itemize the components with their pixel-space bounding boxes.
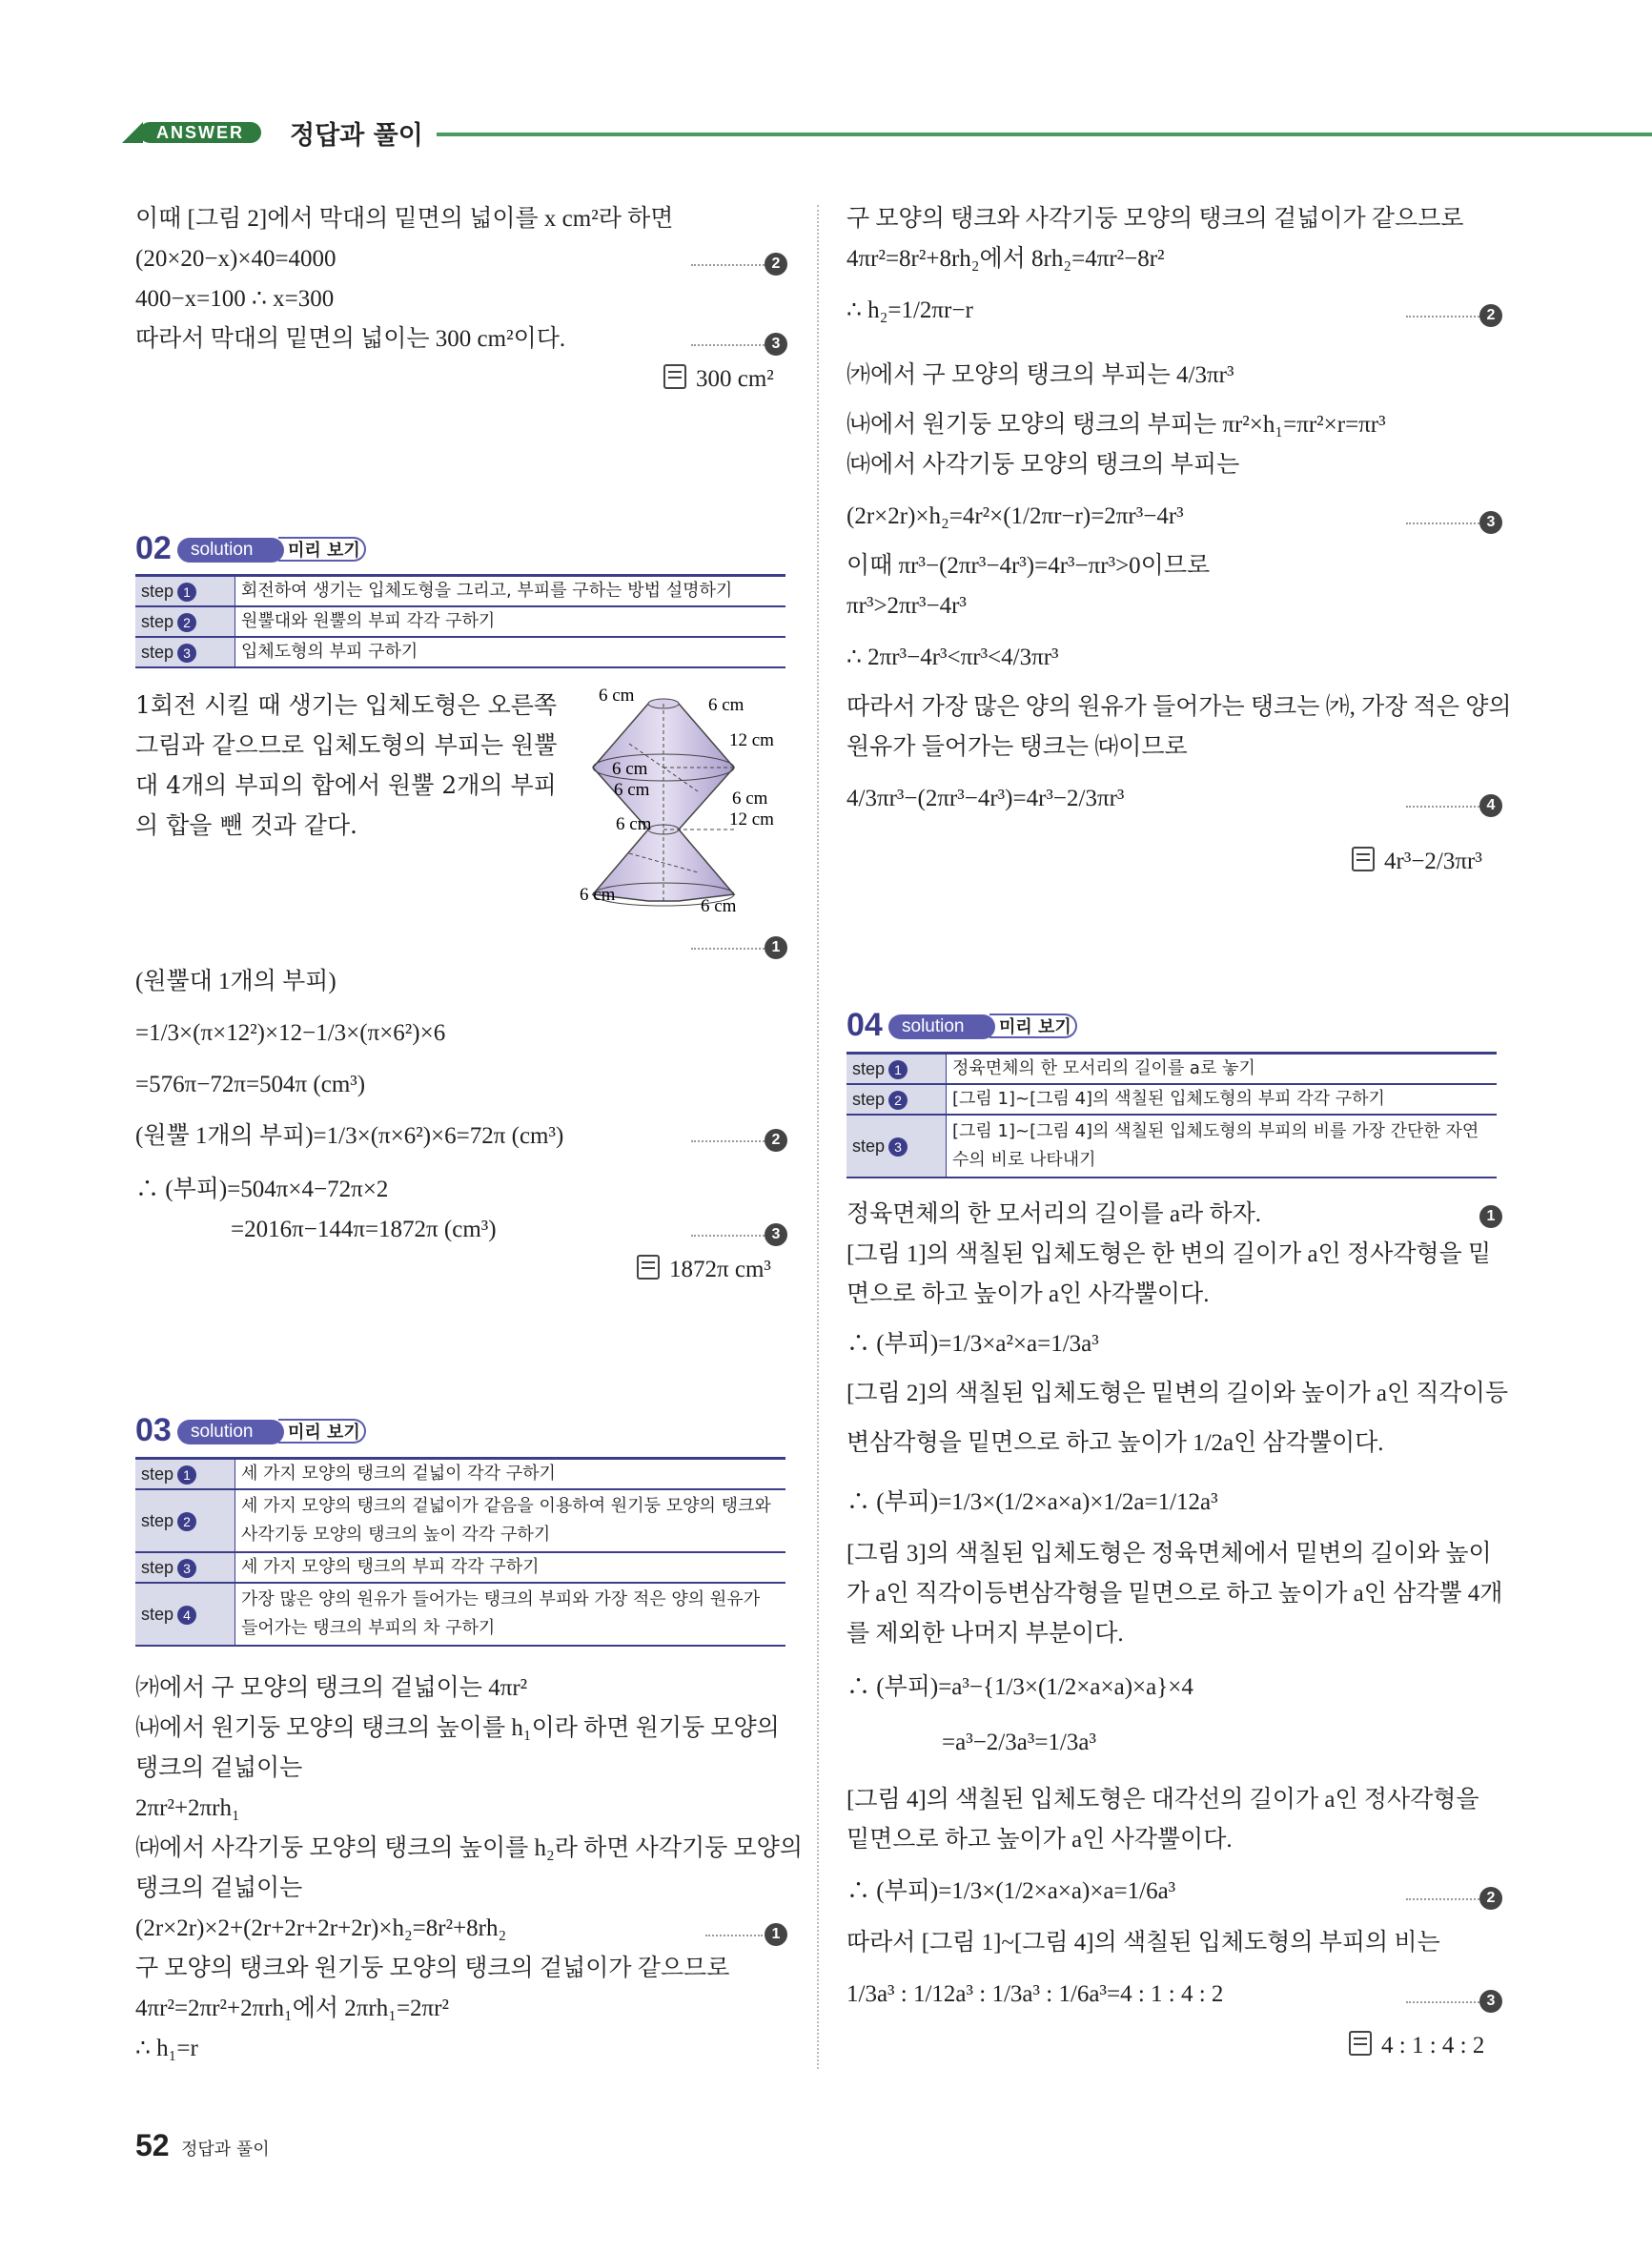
answer-text: 1872π cm³ <box>669 1257 771 1282</box>
step-marker-1: 1 <box>765 936 787 959</box>
step-marker-4: 4 <box>1479 794 1502 817</box>
right-p1-line: 이때 πr³−(2πr³−4r³)=4r³−πr³>0이므로 <box>846 553 1211 579</box>
right-p1-line: 4/3πr³−(2πr³−4r³)=4r³−2/3πr³ <box>846 786 1125 811</box>
right-p1-line: 따라서 가장 많은 양의 원유가 들어가는 탱크는 ㈎, 가장 적은 양의 <box>846 694 1512 720</box>
step-text: 세 가지 모양의 탱크의 부피 각각 구하기 <box>235 1552 786 1583</box>
step-marker-2: 2 <box>1479 304 1502 327</box>
s04-body: 면으로 하고 높이가 a인 사각뿔이다. <box>846 1281 1210 1307</box>
step-marker-2: 2 <box>765 1129 787 1152</box>
s03-body: ㈎에서 구 모양의 탱크의 겉넓이는 4πr² <box>135 1675 528 1701</box>
step-marker-2: 2 <box>765 253 787 276</box>
s02-calc: =2016π−144π=1872π (cm³) <box>231 1217 497 1242</box>
answer-line <box>1349 2031 1484 2059</box>
page-header <box>122 116 1652 151</box>
fig-label: 6 cm <box>732 789 768 809</box>
step-text: 세 가지 모양의 탱크의 겉넓이 각각 구하기 <box>235 1459 786 1490</box>
fig-label: 6 cm <box>614 780 650 800</box>
fig-label: 6 cm <box>616 814 652 834</box>
s03-body: 4πr²=2πr²+2πrh₁에서 2πrh₁=2πr² <box>135 1996 450 2021</box>
step-marker-3: 3 <box>765 333 787 356</box>
s04-body: ∴ (부피)=a³−{1/3×(1/2×a×a)×a}×4 <box>846 1674 1193 1700</box>
step-cell: step 4 <box>135 1583 235 1646</box>
s04-body: 를 제외한 나머지 부분이다. <box>846 1621 1124 1647</box>
right-p1-line: 4πr²=8r²+8rh₂에서 8rh₂=4πr²−8r² <box>846 246 1165 272</box>
leader-dots <box>1406 2001 1482 2003</box>
fig-label: 6 cm <box>701 896 737 915</box>
right-p1-line: ㈐에서 사각기둥 모양의 탱크의 부피는 <box>846 452 1240 478</box>
left-p1-line: 이때 [그림 2]에서 막대의 밑면의 넓이를 x cm²라 하면 <box>135 206 674 232</box>
right-p1-line: ㈏에서 원기둥 모양의 탱크의 부피는 πr²×h₁=πr²×r=πr³ <box>846 412 1386 438</box>
s04-body: 따라서 [그림 1]~[그림 4]의 색칠된 입체도형의 부피의 비는 <box>846 1930 1440 1956</box>
s04-body: 변삼각형을 밑면으로 하고 높이가 1/2a인 삼각뿔이다. <box>846 1430 1384 1456</box>
leader-dots <box>691 1235 767 1237</box>
s02-calc: (원뿔 1개의 부피)=1/3×(π×6²)×6=72π (cm³) <box>135 1123 564 1149</box>
s04-body: 정육면체의 한 모서리의 길이를 a라 하자. <box>846 1201 1261 1227</box>
step-text: 세 가지 모양의 탱크의 겉넓이가 같음을 이용하여 원기둥 모양의 탱크와 사각기둥 모양의 탱크의 높이 각각 구하기 <box>235 1489 786 1552</box>
step-marker-1: 1 <box>1479 1205 1502 1228</box>
step-cell: step 1 <box>135 1459 235 1490</box>
solution-pill: solution <box>177 1420 284 1444</box>
s04-body: [그림 4]의 색칠된 입체도형은 대각선의 길이가 a인 정사각형을 <box>846 1787 1479 1813</box>
step-marker-2: 2 <box>1479 1887 1502 1910</box>
leader-dots <box>1406 316 1482 317</box>
s02-intro: 1회전 시킬 때 생기는 입체도형은 오른쪽 <box>135 691 558 719</box>
step-text: 입체도형의 부피 구하기 <box>235 637 786 667</box>
column-divider <box>817 205 819 2069</box>
right-p1-line: ∴ 2πr³−4r³<πr³<4/3πr³ <box>846 645 1059 670</box>
header-rule <box>437 133 1652 136</box>
s02-intro: 의 합을 뺀 것과 같다. <box>135 811 357 839</box>
leader-dots <box>1406 1898 1482 1900</box>
leader-dots <box>691 1140 767 1142</box>
s04-body: 1/3a³ : 1/12a³ : 1/3a³ : 1/6a³=4 : 1 : 4 : 2 <box>846 1981 1224 2007</box>
step-text: [그림 1]~[그림 4]의 색칠된 입체도형의 부피 각각 구하기 <box>947 1084 1498 1115</box>
left-p1-line: 따라서 막대의 밑면의 넓이는 300 cm²이다. <box>135 326 566 352</box>
step-cell: step 2 <box>135 606 235 637</box>
fig-label: 12 cm <box>729 730 774 750</box>
leader-dots <box>705 1935 763 1936</box>
s04-body: [그림 2]의 색칠된 입체도형은 밑변의 길이와 높이가 a인 직각이등 <box>846 1381 1508 1406</box>
s02-calc: =576π−72π=504π (cm³) <box>135 1072 366 1097</box>
solution-number: 03 <box>135 1412 172 1448</box>
s03-body: 탱크의 겉넓이는 <box>135 1875 303 1901</box>
page-number: 52 <box>135 2128 170 2162</box>
right-p1-line: ㈎에서 구 모양의 탱크의 부피는 4/3πr³ <box>846 362 1234 388</box>
step-marker-3: 3 <box>1479 1990 1502 2013</box>
s02-calc: =1/3×(π×12²)×12−1/3×(π×6²)×6 <box>135 1020 446 1046</box>
answer-box-icon <box>663 364 686 389</box>
solution-number: 04 <box>846 1007 883 1043</box>
answer-box-icon <box>637 1255 660 1280</box>
fig-label: 6 cm <box>708 695 744 715</box>
solution-02-header <box>135 530 383 566</box>
right-p1-line: 구 모양의 탱크와 사각기둥 모양의 탱크의 겉넓이가 같으므로 <box>846 206 1464 232</box>
answer-line <box>637 1255 771 1283</box>
solid-figure <box>572 686 796 915</box>
fig-label: 6 cm <box>580 885 616 905</box>
answer-text: 4 : 1 : 4 : 2 <box>1381 2033 1485 2058</box>
s04-body: 밑면으로 하고 높이가 a인 사각뿔이다. <box>846 1827 1233 1853</box>
step-cell: step 1 <box>135 576 235 607</box>
leader-dots <box>691 264 767 266</box>
s04-body: ∴ (부피)=1/3×a²×a=1/3a³ <box>846 1331 1099 1357</box>
left-p1-line: (20×20−x)×40=4000 <box>135 246 337 272</box>
step-text: 원뿔대와 원뿔의 부피 각각 구하기 <box>235 606 786 637</box>
right-p1-line: (2r×2r)×h₂=4r²×(1/2πr−r)=2πr³−4r³ <box>846 503 1184 529</box>
answer-box-icon <box>1352 847 1375 871</box>
preview-label: 미리 보기 <box>278 537 366 562</box>
step-cell: step 2 <box>846 1084 947 1115</box>
answer-line <box>663 364 774 393</box>
s04-body: ∴ (부피)=1/3×(1/2×a×a)×a=1/6a³ <box>846 1878 1176 1904</box>
leader-dots <box>691 344 767 346</box>
s02-intro: 그림과 같으므로 입체도형의 부피는 원뿔 <box>135 731 558 759</box>
preview-label: 미리 보기 <box>278 1419 366 1444</box>
leader-dots <box>1406 522 1482 524</box>
s03-body: ∴ h₁=r <box>135 2036 198 2061</box>
fig-label: 6 cm <box>612 759 648 779</box>
fig-label: 12 cm <box>729 809 774 830</box>
step-marker-3: 3 <box>765 1223 787 1246</box>
solution-pill: solution <box>888 1014 995 1039</box>
step-cell: step 3 <box>135 637 235 667</box>
leader-dots <box>1406 806 1482 808</box>
s02-calc: ∴ (부피)=504π×4−72π×2 <box>135 1177 389 1202</box>
answer-line <box>1352 847 1482 875</box>
s04-body: 가 a인 직각이등변삼각형을 밑면으로 하고 높이가 a인 삼각뿔 4개 <box>846 1581 1503 1607</box>
s03-body: 탱크의 겉넓이는 <box>135 1755 303 1781</box>
steps-table-04 <box>846 1052 1497 1178</box>
footer-label: 정답과 풀이 <box>181 2140 270 2160</box>
solution-03-header <box>135 1412 383 1448</box>
answer-badge: ANSWER <box>139 122 261 143</box>
answer-box-icon <box>1349 2031 1372 2056</box>
step-cell: step 3 <box>846 1115 947 1178</box>
s03-body: ㈏에서 원기둥 모양의 탱크의 높이를 h₁이라 하면 원기둥 모양의 <box>135 1715 780 1741</box>
solution-pill: solution <box>177 538 284 563</box>
s03-body: ㈐에서 사각기둥 모양의 탱크의 높이를 h₂라 하면 사각기둥 모양의 <box>135 1835 803 1861</box>
steps-table-02 <box>135 574 785 668</box>
left-p1-line: 400−x=100 ∴ x=300 <box>135 286 335 312</box>
step-marker-3: 3 <box>1479 511 1502 534</box>
answer-text: 300 cm² <box>696 366 774 392</box>
step-text: 가장 많은 양의 원유가 들어가는 탱크의 부피와 가장 적은 양의 원유가 들어가는 탱크의 부피의 차 구하기 <box>235 1583 786 1646</box>
right-p1-line: 원유가 들어가는 탱크는 ㈐이므로 <box>846 734 1188 760</box>
steps-table-03 <box>135 1457 785 1647</box>
step-cell: step 1 <box>846 1054 947 1085</box>
answer-text: 4r³−2/3πr³ <box>1384 849 1482 874</box>
right-p1-line: πr³>2πr³−4r³ <box>846 593 967 619</box>
step-marker-1: 1 <box>765 1923 787 1946</box>
s04-body: [그림 1]의 색칠된 입체도형은 한 변의 길이가 a인 정사각형을 밑 <box>846 1241 1492 1267</box>
fig-label: 6 cm <box>599 686 635 706</box>
s04-body: [그림 3]의 색칠된 입체도형은 정육면체에서 밑변의 길이와 높이 <box>846 1541 1492 1567</box>
s04-body: =a³−2/3a³=1/3a³ <box>942 1730 1096 1755</box>
solution-number: 02 <box>135 530 172 566</box>
s02-calc: (원뿔대 1개의 부피) <box>135 969 337 994</box>
s03-body: (2r×2r)×2+(2r+2r+2r+2r)×h₂=8r²+8rh₂ <box>135 1915 507 1941</box>
s04-body: ∴ (부피)=1/3×(1/2×a×a)×1/2a=1/12a³ <box>846 1489 1218 1515</box>
right-p1-line: ∴ h₂=1/2πr−r <box>846 297 973 323</box>
leader-dots <box>691 948 767 950</box>
s03-body: 구 모양의 탱크와 원기둥 모양의 탱크의 겉넓이가 같으므로 <box>135 1956 730 1981</box>
step-cell: step 3 <box>135 1552 235 1583</box>
step-text: [그림 1]~[그림 4]의 색칠된 입체도형의 부피의 비를 가장 간단한 자연수의 비로 나타내기 <box>947 1115 1498 1178</box>
solution-04-header <box>846 1007 1094 1043</box>
header-title: 정답과 풀이 <box>290 121 423 151</box>
s02-intro: 대 4개의 부피의 합에서 원뿔 2개의 부피 <box>135 771 557 799</box>
s03-body: 2πr²+2πrh₁ <box>135 1795 240 1821</box>
preview-label: 미리 보기 <box>989 1014 1077 1038</box>
step-text: 정육면체의 한 모서리의 길이를 a로 놓기 <box>947 1054 1498 1085</box>
step-cell: step 2 <box>135 1489 235 1552</box>
step-text: 회전하여 생기는 입체도형을 그리고, 부피를 구하는 방법 설명하기 <box>235 576 786 607</box>
